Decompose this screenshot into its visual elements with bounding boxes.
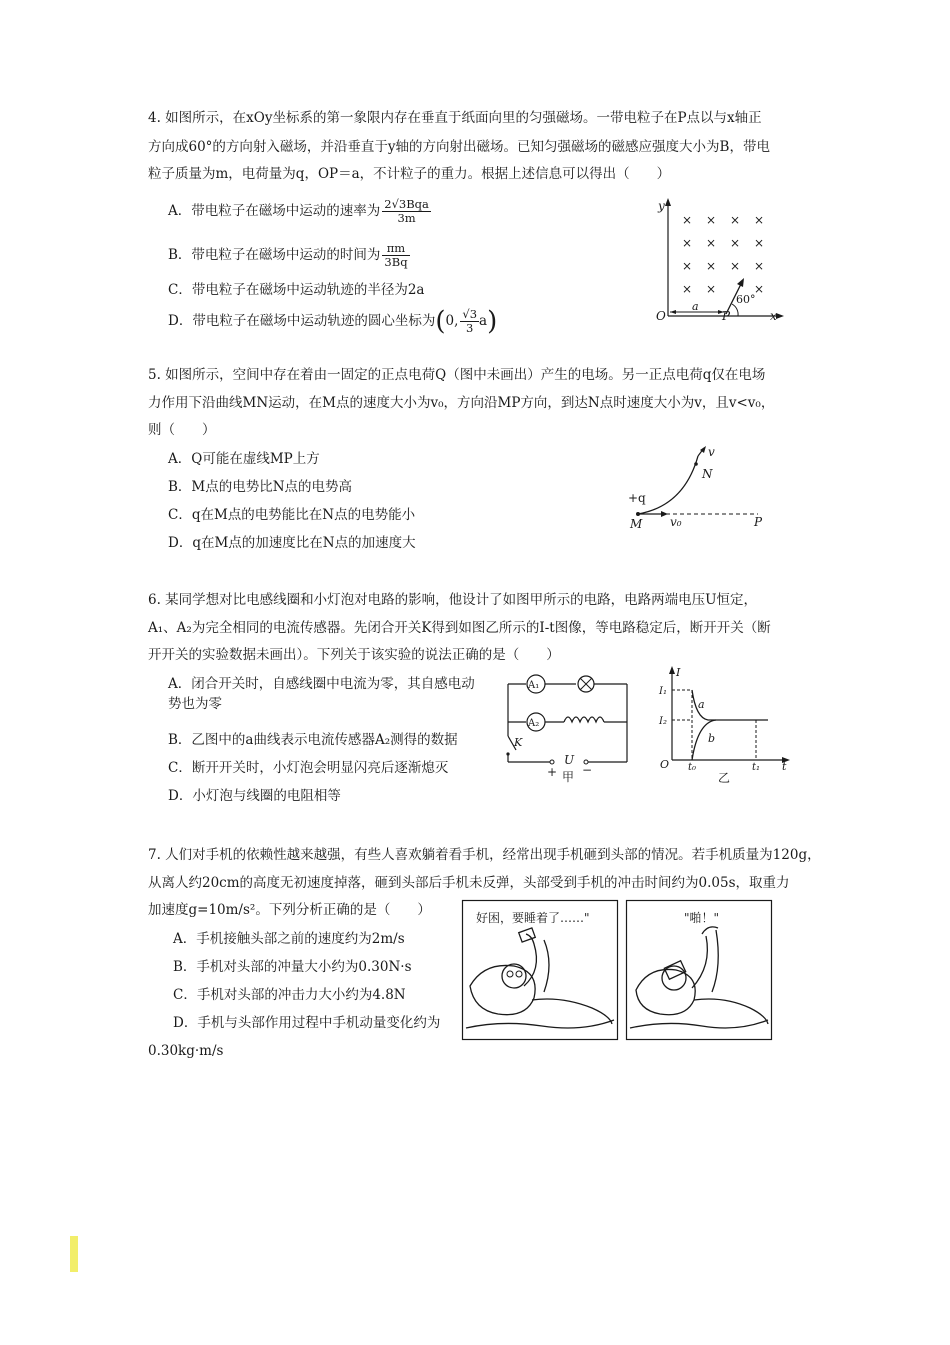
fraction-denominator: 3Bq <box>384 255 408 269</box>
highlight-mark <box>70 1236 78 1272</box>
q6-stem-line1: 6. 某同学想对比电感线圈和小灯泡对电路的影响，他设计了如图甲所示的电路，电路两端电压U恒定， <box>148 592 758 608</box>
t0-label: t₀ <box>688 762 697 773</box>
cross-mark: × <box>682 213 693 227</box>
q5-stem-line2: 力作用下沿曲线MN运动，在M点的速度大小为v₀，方向沿MP方向，到达N点时速度大小为v，且v<v₀， <box>148 395 775 411</box>
curve-a-label: a <box>698 698 705 711</box>
q6-option-a-line1: A．闭合开关时，自感线圈中电流为零，其自感电动 <box>168 676 475 692</box>
ammeter-a2-label: A₂ <box>528 718 540 729</box>
origin-label: O <box>656 309 666 323</box>
q4-option-a-fraction <box>382 198 431 225</box>
angle-label: 60° <box>736 293 756 306</box>
q4-option-c[interactable]: C．带电粒子在磁场中运动轨迹的半径为2a <box>168 282 425 298</box>
q7-stem-line1: 7. 人们对手机的依赖性越来越强，有些人喜欢躺着看手机，经常出现手机砸到头部的情况。若手机质量为120g， <box>148 847 821 863</box>
point-m-dot <box>636 512 640 516</box>
fraction-denominator: 3m <box>397 211 416 225</box>
q6-option-a[interactable] <box>168 674 475 714</box>
i1-label: I₁ <box>659 686 667 697</box>
curve-b-label: b <box>708 732 716 745</box>
q7-stem-line2: 从离人约20cm的高度无初速度掉落，砸到头部后手机未反弹，头部受到手机的冲击时间约为0.05s，取重力 <box>148 875 790 891</box>
q4-option-a[interactable] <box>168 198 431 225</box>
q4-option-b-fraction <box>382 242 409 269</box>
q5-stem-line3: 则（ ） <box>148 422 216 438</box>
q5-option-a[interactable]: A．Q可能在虚线MP上方 <box>168 451 320 467</box>
q6-stem-line3: 开开关的实验数据未画出）。下列关于该实验的说法正确的是（ ） <box>148 647 560 663</box>
cross-mark: × <box>706 236 717 250</box>
right-panel-caption: "啪！" <box>684 911 720 925</box>
q4-option-d-fraction <box>460 308 479 335</box>
cross-mark: × <box>706 259 717 273</box>
cross-mark: × <box>754 236 765 250</box>
voltage-u-label: U <box>564 753 575 767</box>
switch-k-label: K <box>514 736 523 749</box>
q7-option-d[interactable] <box>173 1013 440 1033</box>
q7-option-a[interactable]: A．手机接触头部之前的速度约为2m/s <box>173 931 405 947</box>
point-n-label: N <box>702 467 713 481</box>
x-axis-label: x <box>770 309 777 323</box>
op-length-label: a <box>692 300 699 313</box>
cross-mark: × <box>754 259 765 273</box>
q6-option-d[interactable]: D．小灯泡与线圈的电阻相等 <box>168 788 341 804</box>
q4-option-b-text: B．带电粒子在磁场中运动的时间为 <box>168 247 381 263</box>
q6-current-time-graph <box>656 664 792 786</box>
cross-mark: × <box>730 236 741 250</box>
paren-left: ( <box>435 306 446 337</box>
cross-mark: × <box>754 282 765 296</box>
cross-mark: × <box>730 213 741 227</box>
y-axis-label: y <box>658 199 665 213</box>
t-axis-label: t <box>782 760 787 773</box>
q7-cartoon-right-panel <box>626 900 772 1040</box>
q7-option-d-line1: D．手机与头部作用过程中手机动量变化约为 <box>173 1015 441 1031</box>
origin-label: O <box>660 758 670 771</box>
cross-mark: × <box>754 213 765 227</box>
q7-option-b[interactable]: B．手机对头部的冲量大小约为0.30N·s <box>173 959 412 975</box>
q7-stem-line3: 加速度g=10m/s²。下列分析正确的是（ ） <box>148 902 431 918</box>
v-label: v <box>708 445 715 459</box>
q4-option-d-zero: 0, <box>445 313 459 329</box>
minus-sign: − <box>582 763 593 777</box>
q6-circuit-diagram <box>500 670 635 786</box>
y-axis-arrow-icon <box>665 198 671 206</box>
ammeter-a1-label: A₁ <box>528 680 540 691</box>
q4-magnetic-field-figure <box>650 196 790 326</box>
fraction-denominator: 3 <box>466 321 474 335</box>
point-p-label: P <box>754 515 763 529</box>
q6-stem-line2: A₁、A₂为完全相同的电流传感器。先闭合开关K得到如图乙所示的I-t图像，等电路稳定后，断开开关（断 <box>148 620 771 636</box>
q7-option-c[interactable]: C．手机对头部的冲击力大小约为4.8N <box>173 987 406 1003</box>
cross-mark: × <box>706 282 717 296</box>
v0-label: v₀ <box>670 515 682 529</box>
q4-option-b[interactable] <box>168 242 410 269</box>
q5-option-b[interactable]: B．M点的电势比N点的电势高 <box>168 479 353 495</box>
point-p-label: P <box>722 309 731 323</box>
t1-label: t₁ <box>752 762 761 773</box>
q5-option-c[interactable]: C．q在M点的电势能比在N点的电势能小 <box>168 507 416 523</box>
field-crosses <box>682 213 764 296</box>
q6-option-b[interactable]: B．乙图中的a曲线表示电流传感器A₂测得的数据 <box>168 732 458 748</box>
charge-q-label: +q <box>628 491 646 505</box>
q5-option-d[interactable]: D．q在M点的加速度比在N点的加速度大 <box>168 535 416 551</box>
fraction-numerator: πm <box>382 242 409 256</box>
i2-label: I₂ <box>659 716 667 727</box>
cross-mark: × <box>682 282 693 296</box>
cross-mark: × <box>682 259 693 273</box>
q6-option-a-line2: 势也为零 <box>168 696 222 712</box>
velocity-arrowhead-icon <box>737 278 744 287</box>
i-axis-arrow-icon <box>669 666 675 674</box>
inductor-coil-icon <box>564 717 604 722</box>
left-panel-caption: 好困，要睡着了……" <box>476 911 590 925</box>
figure-caption-yi: 乙 <box>718 771 731 785</box>
q7-cartoon-left-panel <box>462 900 618 1040</box>
q4-stem-line1: 4. 如图所示，在xOy坐标系的第一象限内存在垂直于纸面向里的匀强磁场。一带电粒子在P点以与x轴正 <box>148 110 762 126</box>
dimension-arrow-icon <box>670 310 676 314</box>
paren-right: ) <box>487 306 498 337</box>
q4-option-d[interactable] <box>168 308 497 335</box>
q7-option-d-line2: 0.30kg·m/s <box>148 1043 224 1059</box>
plus-sign: + <box>547 765 558 779</box>
velocity-v0-arrowhead-icon <box>661 511 668 517</box>
point-m-label: M <box>630 517 643 531</box>
cross-mark: × <box>706 213 717 227</box>
q4-stem-line3: 粒子质量为m，电荷量为q，OP＝a，不计粒子的重力。根据上述信息可以得出（ ） <box>148 166 671 182</box>
q4-stem-line2: 方向成60°的方向射入磁场，并沿垂直于y轴的方向射出磁场。已知匀强磁场的磁感应强度大小为B，带电 <box>148 139 770 155</box>
q4-option-d-a: a <box>479 313 488 329</box>
point-n-dot <box>694 462 698 466</box>
q6-option-c[interactable]: C．断开开关时，小灯泡会明显闪亮后逐渐熄灭 <box>168 760 449 776</box>
q5-stem-line1: 5. 如图所示，空间中存在着由一固定的正点电荷Q（图中未画出）产生的电场。另一正点电荷q仅在电场 <box>148 367 766 383</box>
cross-mark: × <box>682 236 693 250</box>
terminal-plus <box>550 760 554 764</box>
fraction-numerator: 2√3Bqa <box>384 197 429 211</box>
q4-option-d-text: D．带电粒子在磁场中运动轨迹的圆心坐标为 <box>168 313 436 329</box>
q5-trajectory-figure <box>626 446 776 534</box>
x-axis-arrow-icon <box>776 313 784 319</box>
q4-option-a-text: A．带电粒子在磁场中运动的速率为 <box>168 203 381 219</box>
curve-mn <box>638 456 698 514</box>
i-axis-label: I <box>676 666 681 679</box>
fraction-numerator: √3 <box>462 307 478 321</box>
cross-mark: × <box>730 259 741 273</box>
figure-caption-jia: 甲 <box>562 770 575 784</box>
